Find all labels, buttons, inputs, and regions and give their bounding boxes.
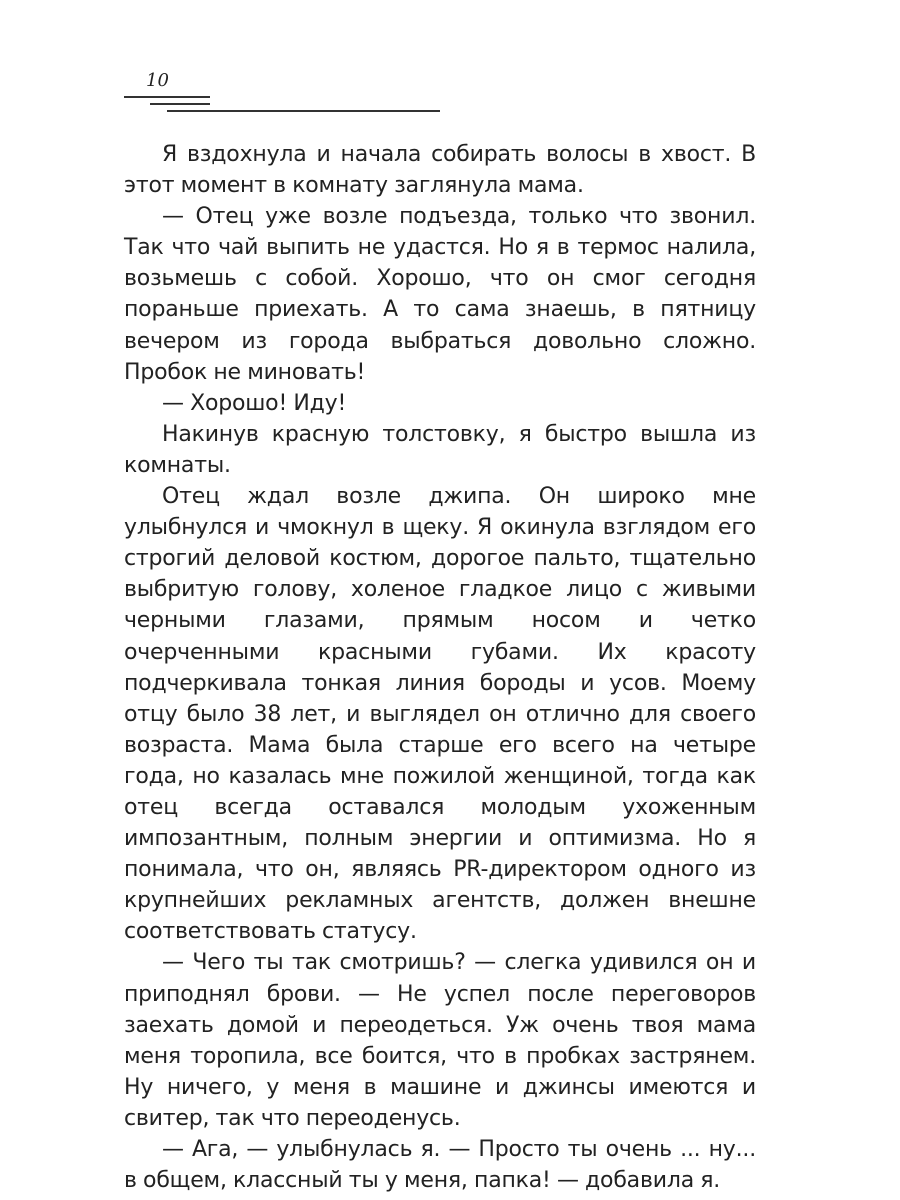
header-rule-3 <box>167 110 440 112</box>
paragraph: Я вздохнула и начала собирать волосы в хвост. В этот момент в комнату заглянула мама. <box>124 142 756 199</box>
header-rule-1 <box>124 96 210 98</box>
paragraph: — Отец уже возле подъезда, только что звонил. Так что чай выпить не удастся. Но я в термос налила, возьмешь с собой. Хорошо, что он смог сегодня пораньше приехать. А то сама знаешь, в пятницу вечером из города выбраться довольно сложно. Пробок не миновать! <box>124 204 756 385</box>
paragraph: Накинув красную толстовку, я быстро вышла из комнаты. <box>124 421 756 478</box>
paragraph: Отец ждал возле джипа. Он широко мне улыбнулся и чмокнул в щеку. Я окинула взглядом его строгий деловой костюм, дорогое пальто, тщательно выбритую голову, холеное гладкое лицо с живыми черными глазами, прямым носом и четко очерченными красными губами. Их красоту подчеркивала тонкая линия бороды и усов. Моему отцу было 38 лет, и выглядел он отлично для своего возраста. Мама была старше его всего на четыре года, но казалась мне пожилой женщиной, тогда как отец всегда оставался молодым ухоженным импозантным, полным энергии и оптимизма. Но я понимала, что он, являясь PR-директором одного из крупнейших рекламных агентств, должен внешне соответствовать статусу. <box>124 484 756 945</box>
paragraph: — Чего ты так смотришь? — слегка удивился он и приподнял брови. — Не успел после переговоров заехать домой и переодеться. Уж очень твоя мама меня торопила, все боится, что в пробках застрянем. Ну ничего, у меня в машине и джинсы имеются и свитер, так что переоденусь. <box>124 950 756 1131</box>
paragraph: — Ага, — улыбнулась я. — Просто ты очень ... ну... в общем, классный ты у меня, папка! — добавила я. <box>124 1137 756 1194</box>
page-number: 10 <box>146 70 169 91</box>
paragraph: — Хорошо! Иду! <box>162 390 347 416</box>
header-rule-2 <box>150 103 210 105</box>
body-text <box>124 139 756 1196</box>
